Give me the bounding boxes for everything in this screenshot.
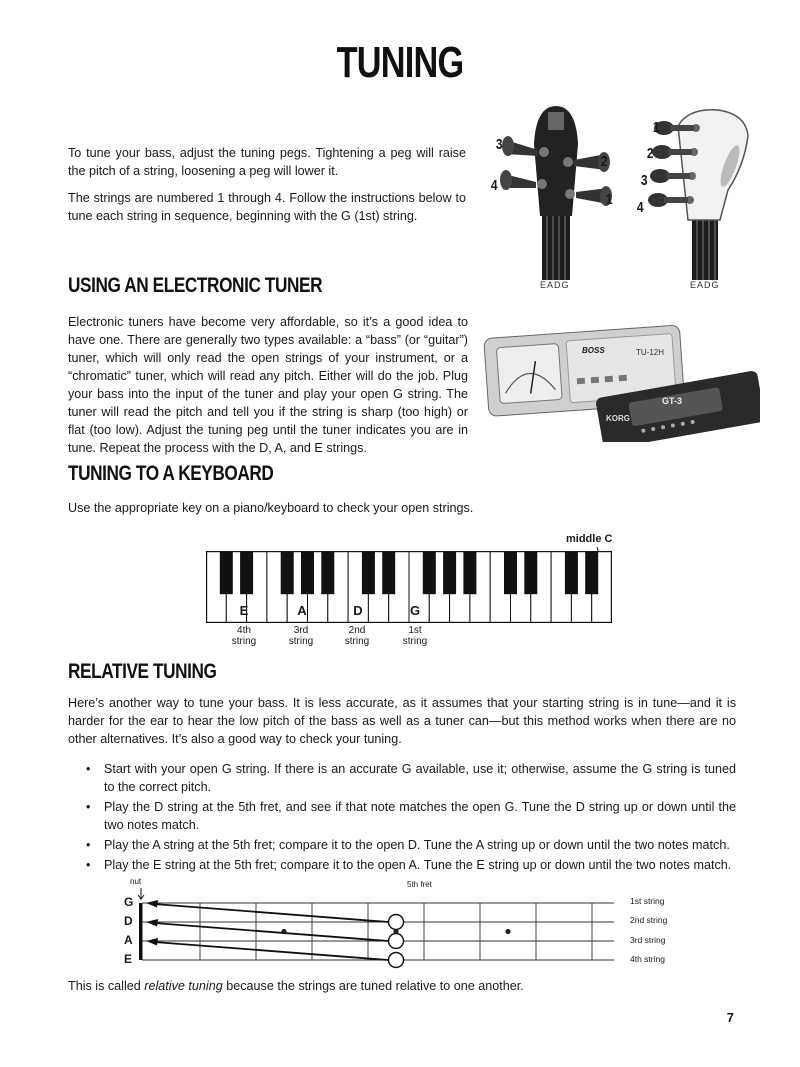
right-headstock-caption: EADG <box>690 280 720 290</box>
string-label-2nd: 2nd string <box>344 625 370 647</box>
keyboard-heading: TUNING TO A KEYBOARD <box>68 462 274 485</box>
key-note-d: D <box>353 603 363 618</box>
tuning-arrow <box>154 942 388 960</box>
string-letter-a: A <box>124 933 133 947</box>
string-letter-e: E <box>124 952 133 966</box>
electronic-tuner-heading: USING AN ELECTRONIC TUNER <box>68 274 323 297</box>
right-peg-number-2: 2 <box>646 145 654 162</box>
right-peg-number-1: 1 <box>652 119 660 136</box>
tuner1-brand: BOSS <box>582 346 605 355</box>
right-peg-number-4: 4 <box>636 199 644 216</box>
relative-tuning-paragraph: Here’s another way to tune your bass. It is less accurate, as it assumes that your starting string is in tune—and it is harder for the ear to hear the low pitch of the bass as well as a tuner can—but this method works when there are no other alternatives. It’s also a good way to check your tuning. <box>68 696 736 746</box>
tuner-photos <box>480 318 760 442</box>
intro-paragraph-2: The strings are numbered 1 through 4. Follow the instructions below to tune each string in sequence, beginning with the G (1st) string. <box>68 191 466 223</box>
step-item: • Play the A string at the 5th fret; compare it to the open D. Tune the A string up or down until the two notes match. <box>86 836 736 854</box>
black-key <box>220 551 233 594</box>
left-headstock-caption: EADG <box>540 280 570 290</box>
string-name-2nd: 2nd string <box>630 915 668 925</box>
string-letter-g: G <box>124 895 134 909</box>
fifth-fret-note-circle <box>389 934 404 949</box>
string-label-3rd: 3rd string <box>288 625 314 647</box>
right-peg-number-3: 3 <box>640 172 648 189</box>
tuner2-model: GT-3 <box>662 396 683 406</box>
black-key <box>585 551 598 594</box>
relative-tuning-steps <box>86 760 736 876</box>
string-name-1st: 1st string <box>630 896 665 906</box>
left-peg-number-1: 1 <box>605 191 613 208</box>
black-key <box>301 551 314 594</box>
string-label-1st: 1st string <box>402 625 428 647</box>
fret-marker-dot <box>505 929 510 934</box>
black-key <box>524 551 537 594</box>
black-key <box>240 551 253 594</box>
left-peg-number-2: 2 <box>600 153 608 170</box>
fifth-fret-label: 5th fret <box>407 880 432 889</box>
string-name-3rd: 3rd string <box>630 935 666 945</box>
step-item: • Play the E string at the 5th fret; compare it to the open A. Tune the E string up or down until the two notes match. <box>86 856 736 874</box>
fifth-fret-note-circle <box>389 953 404 968</box>
nut-label: nut <box>130 877 142 886</box>
black-key <box>382 551 395 594</box>
string-label-4th: 4th string <box>231 625 257 647</box>
intro-paragraph-1: To tune your bass, adjust the tuning pegs. Tightening a peg will raise the pitch of a string, loosening a peg will lower it. <box>68 146 466 178</box>
arrow-head <box>146 938 158 946</box>
tuner2-brand: KORG <box>606 414 630 423</box>
electronic-tuner-paragraph: Electronic tuners have become very affordable, so it’s a good idea to have one. There are generally two types available: a “bass” (or “guitar”) tuner, which will only read the open strings of your instrument, or a “chromatic” tuner, which will read any pitch. Either will do the job. Plug your bass into the input of the tuner and play your open G string. The tuner will read the pitch and tell you if the string is sharp (too high) or flat (too low). Adjust the tuning peg until the tuner indicates you are in tune. Repeat the process with the D, A, and E strings. <box>68 315 468 455</box>
arrow-head <box>146 919 158 927</box>
fifth-fret-note-circle <box>389 915 404 930</box>
string-letter-d: D <box>124 914 133 928</box>
black-key <box>423 551 436 594</box>
middle-c-label: middle C <box>566 533 613 545</box>
left-peg-number-3: 3 <box>495 136 503 153</box>
tuner1-model: TU-12H <box>636 348 665 357</box>
key-note-a: A <box>297 603 307 618</box>
key-note-e: E <box>239 603 249 618</box>
tuning-arrow <box>154 923 388 941</box>
black-key <box>565 551 578 594</box>
black-key <box>281 551 294 594</box>
string-name-4th: 4th string <box>630 954 665 964</box>
key-note-g: G <box>409 603 421 618</box>
black-key <box>443 551 456 594</box>
left-peg-number-4: 4 <box>490 177 498 194</box>
headstock-photo-right <box>648 106 758 280</box>
step-item: • Play the D string at the 5th fret, and see if that note matches the open G. Tune the D string up or down until the two notes match. <box>86 798 736 834</box>
nut-bar <box>139 903 143 960</box>
arrow-head <box>146 900 158 908</box>
keyboard-paragraph: Use the appropriate key on a piano/keyboard to check your open strings. <box>68 501 474 515</box>
fretboard-diagram <box>138 896 618 970</box>
black-key <box>362 551 375 594</box>
closing-sentence: This is called relative tuning because the strings are tuned relative to one another. <box>68 979 524 993</box>
tuning-arrow <box>154 904 388 922</box>
relative-tuning-heading: RELATIVE TUNING <box>68 660 217 683</box>
black-key <box>504 551 517 594</box>
black-key <box>321 551 334 594</box>
page-title: TUNING <box>336 38 464 87</box>
page-number: 7 <box>726 1010 734 1025</box>
black-key <box>463 551 476 594</box>
step-item: • Start with your open G string. If there is an accurate G available, use it; otherwise, assume the G string is tuned to the correct pitch. <box>86 760 736 796</box>
